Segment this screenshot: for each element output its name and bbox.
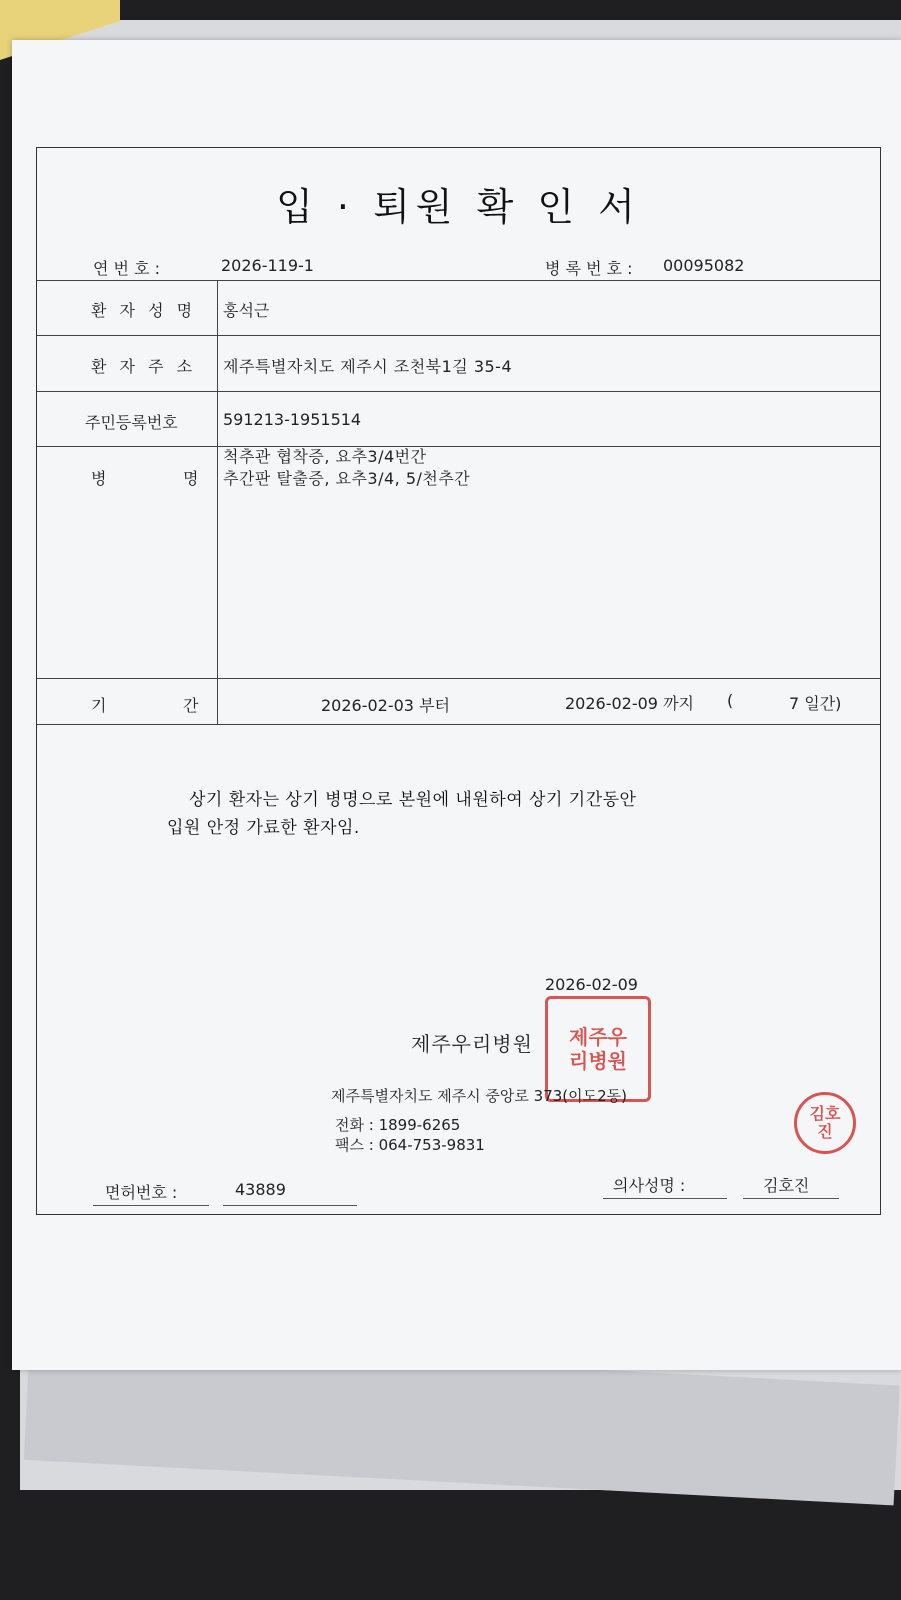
patient-name-value: 홍석근 [223, 301, 270, 320]
period-start: 2026-02-03 부터 [321, 696, 450, 715]
license-number-label: 면허번호 : [105, 1183, 178, 1202]
hospital-name: 제주우리병원 [411, 1032, 533, 1056]
patient-name-label: 환 자 성 명 [91, 301, 197, 320]
table-border [37, 724, 880, 725]
statement-line-2: 입원 안정 가료한 환자임. [167, 818, 360, 838]
hospital-seal-text: 제주우리병원 [569, 1025, 627, 1073]
doctor-name-value: 김호진 [763, 1176, 810, 1195]
record-number-value: 00095082 [663, 256, 745, 275]
patient-address-label: 환 자 주 소 [91, 357, 197, 376]
period-end: 2026-02-09 까지 [565, 694, 694, 713]
hospital-phone: 전화 : 1899-6265 [335, 1116, 461, 1134]
confirmation-statement [167, 786, 636, 842]
hospital-address: 제주특별자치도 제주시 중앙로 373(이도2동) [331, 1087, 628, 1105]
license-label-underline [93, 1205, 209, 1206]
hospital-fax: 팩스 : 064-753-9831 [335, 1136, 485, 1154]
table-border [37, 280, 880, 281]
diagnosis-line-1: 척추관 협착증, 요추3/4번간 [223, 447, 427, 466]
certificate-paper [12, 40, 901, 1370]
issue-date: 2026-02-09 [545, 975, 638, 994]
record-number-label: 병 록 번 호 : [545, 259, 633, 278]
table-border [37, 446, 880, 447]
table-border [37, 678, 880, 679]
diagnosis-label-part2: 명 [183, 469, 199, 488]
period-label-part2: 간 [183, 696, 199, 715]
statement-line-1: 상기 환자는 상기 병명으로 본원에 내원하여 상기 기간동안 [189, 790, 637, 810]
doctor-value-underline [743, 1198, 839, 1199]
doctor-name-label: 의사성명 : [613, 1176, 686, 1195]
license-value-underline [223, 1205, 357, 1206]
period-label-part1: 기 [91, 696, 107, 715]
serial-number-label: 연 번 호 : [93, 259, 161, 278]
diagnosis-line-2: 추간판 탈출증, 요추3/4, 5/천추간 [223, 469, 471, 488]
period-days: 7 일간) [789, 694, 842, 713]
doctor-seal-text: 김호진 [809, 1104, 841, 1141]
table-border [37, 391, 880, 392]
doctor-seal [794, 1092, 856, 1154]
period-days-bracket: ( [727, 691, 734, 710]
patient-address-value: 제주특별자치도 제주시 조천북1길 35-4 [223, 357, 513, 376]
certificate-frame [36, 147, 881, 1215]
diagnosis-label-part1: 병 [91, 469, 107, 488]
license-number-value: 43889 [235, 1180, 286, 1199]
resident-id-value: 591213-1951514 [223, 410, 362, 429]
document-title: 입 · 퇴원 확 인 서 [276, 185, 641, 229]
doctor-label-underline [603, 1198, 727, 1199]
table-border [37, 335, 880, 336]
resident-id-label: 주민등록번호 [85, 413, 178, 432]
table-column-divider [217, 280, 218, 724]
serial-number-value: 2026-119-1 [221, 256, 314, 275]
